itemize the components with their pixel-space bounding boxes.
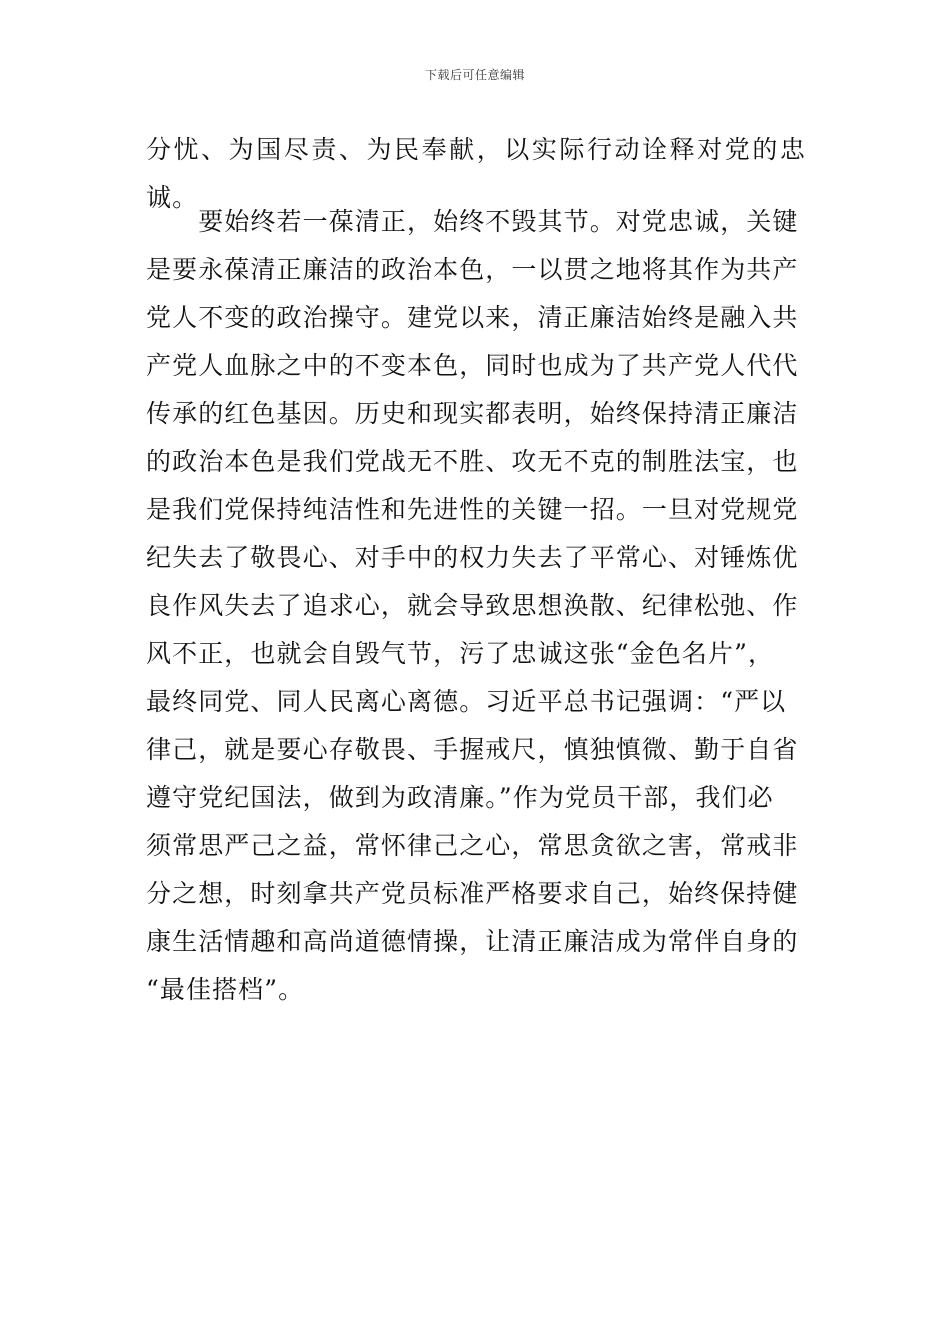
paragraph-line: 的政治本色是我们党战无不胜、攻无不克的制胜法宝，也 (146, 447, 799, 476)
paragraph-line: 要始终若一葆清正，始终不毁其节。对党忠诚，关键 (146, 207, 799, 236)
paragraph-line: 党人不变的政治操守。建党以来，清正廉洁始终是融入共 (146, 303, 799, 332)
paragraph-line: 良作风失去了追求心，就会导致思想涣散、纪律松弛、作 (146, 591, 799, 620)
paragraph-line: 遵守党纪国法，做到为政清廉。”作为党员干部，我们必 (146, 783, 774, 812)
paragraph-line: 须常思严己之益，常怀律己之心，常思贪欲之害，常戒非 (146, 831, 799, 860)
paragraph-line: 律己，就是要心存敬畏、手握戒尺，慎独慎微、勤于自省 (146, 735, 799, 764)
continuation-line: 分忧、为国尽责、为民奉献，以实际行动诠释对党的忠诚。 (146, 135, 806, 212)
paragraph-line: 康生活情趣和高尚道德情操，让清正廉洁成为常伴自身的 (146, 927, 799, 956)
paragraph-line: “最佳搭档”。 (146, 975, 305, 1004)
paragraph-line: 纪失去了敬畏心、对手中的权力失去了平常心、对锤炼优 (146, 543, 799, 572)
paragraph-line: 传承的红色基因。历史和现实都表明，始终保持清正廉洁 (146, 399, 799, 428)
paragraph-line: 风不正，也就会自毁气节，污了忠诚这张“金色名片”， (146, 639, 775, 668)
paragraph-line: 分之想，时刻拿共产党员标准严格要求自己，始终保持健 (146, 879, 799, 908)
paragraph-line: 最终同党、同人民离心离德。习近平总书记强调：“严以 (146, 687, 787, 716)
paragraph-line: 是我们党保持纯洁性和先进性的关键一招。一旦对党规党 (146, 495, 799, 524)
paragraph-line: 产党人血脉之中的不变本色，同时也成为了共产党人代代 (146, 351, 799, 380)
header-note: 下载后可任意编辑 (424, 68, 525, 82)
main-paragraph (146, 198, 806, 1014)
paragraph-line: 是要永葆清正廉洁的政治本色，一以贯之地将其作为共产 (146, 255, 799, 284)
